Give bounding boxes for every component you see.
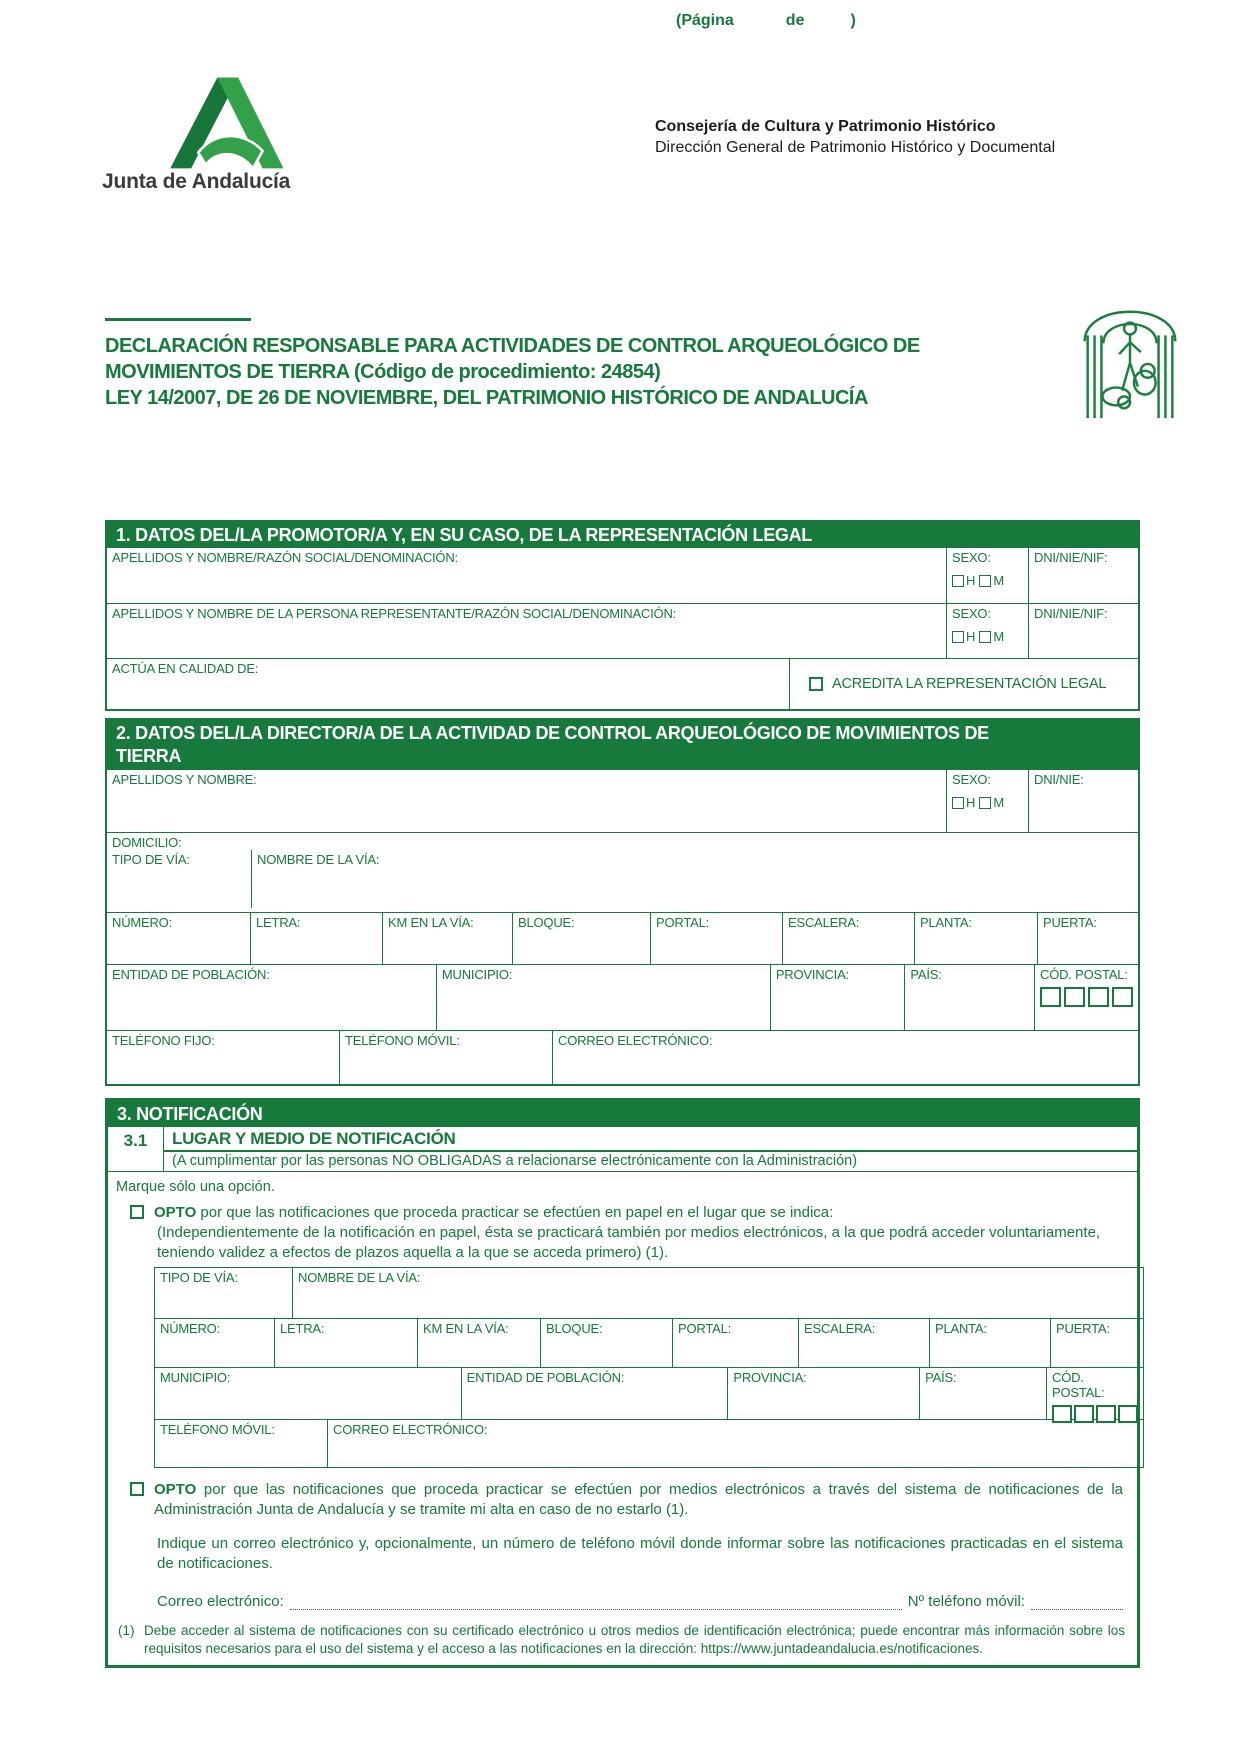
domicilio-header	[107, 833, 1138, 850]
field-municipio-notif[interactable]	[155, 1368, 461, 1419]
field-pais-director[interactable]	[904, 965, 1034, 1030]
field-telefono-movil-director[interactable]	[339, 1031, 552, 1084]
municipio-label: MUNICIPIO:	[160, 1370, 231, 1385]
subsection-number: 3.1	[108, 1127, 164, 1171]
postal-digit-box[interactable]	[1112, 987, 1133, 1007]
option-papel-text	[154, 1203, 1127, 1223]
andalucia-emblem-icon	[1080, 296, 1180, 424]
puerta-label: PUERTA:	[1056, 1321, 1110, 1336]
marque-instruction: Marque sólo una opción.	[116, 1179, 275, 1195]
opto-bold: OPTO	[154, 1481, 197, 1498]
section-2-header	[107, 720, 1138, 770]
phone-input-line[interactable]	[1031, 1590, 1123, 1610]
escalera-label: ESCALERA:	[804, 1321, 876, 1336]
sexo-label: SEXO:	[952, 550, 991, 565]
email-input-line[interactable]	[290, 1590, 902, 1610]
postal-digit-box[interactable]	[1040, 987, 1061, 1007]
option-electronica-text	[154, 1480, 1123, 1520]
field-dni-representante[interactable]	[1028, 604, 1138, 658]
apellidos-representante-label: APELLIDOS Y NOMBRE DE LA PERSONA REPRESENTANTE/RAZÓN SOCIAL/DENOMINACIÓN:	[112, 606, 677, 621]
acredita-label: ACREDITA LA REPRESENTACIÓN LEGAL	[832, 676, 1107, 692]
telefono-movil-label: TELÉFONO MÓVIL:	[345, 1033, 460, 1048]
section-2	[105, 718, 1140, 1086]
footnote	[118, 1622, 1125, 1658]
field-entidad-notif[interactable]	[461, 1368, 728, 1419]
field-provincia-director[interactable]	[770, 965, 905, 1030]
planta-label: PLANTA:	[935, 1321, 987, 1336]
sexo-h-label: H	[966, 795, 976, 810]
nombre-via-label: NOMBRE DE LA VÍA:	[257, 852, 380, 867]
section-2-title: 2. DATOS DEL/LA DIRECTOR/A DE LA ACTIVIDAD DE CONTROL ARQUEOLÓGICO DE MOVIMIENTOS DE TIERRA	[116, 723, 989, 766]
option-papel-rest: por que las notificaciones que proceda practicar se efectúen en papel en el lugar que se indica:	[196, 1204, 834, 1221]
section-3	[105, 1098, 1140, 1668]
option-papel	[130, 1203, 1127, 1223]
indique-instruction: Indique un correo electrónico y, opcionalmente, un número de teléfono móvil donde informar sobre las notificaciones practicadas en el sistema de notificaciones.	[157, 1535, 1123, 1572]
field-cod-postal-notif	[1046, 1368, 1143, 1419]
title-rule	[105, 318, 251, 321]
field-municipio-director[interactable]	[436, 965, 770, 1030]
section-1-header: 1. DATOS DEL/LA PROMOTOR/A Y, EN SU CASO, DE LA REPRESENTACIÓN LEGAL	[107, 522, 1138, 548]
field-puerta-director[interactable]	[1037, 913, 1138, 964]
page-number-line	[676, 12, 856, 30]
field-apellidos-director[interactable]	[107, 770, 946, 832]
field-dni-director[interactable]	[1028, 770, 1138, 832]
field-bloque-director[interactable]	[512, 913, 650, 964]
sexo-m-label: M	[993, 629, 1005, 644]
section-3-header: 3. NOTIFICACIÓN	[108, 1101, 1137, 1127]
field-escalera-director[interactable]	[782, 913, 914, 964]
field-telefono-fijo-director[interactable]	[107, 1031, 339, 1084]
notification-address-table	[154, 1267, 1144, 1468]
field-apellidos-representante[interactable]	[107, 604, 946, 658]
field-nombre-via-notif[interactable]	[292, 1268, 1143, 1318]
portal-label: PORTAL:	[656, 915, 710, 930]
checkbox-sexo-h-director[interactable]	[952, 797, 964, 809]
field-escalera-notif[interactable]	[798, 1319, 929, 1367]
footnote-marker: (1)	[118, 1623, 135, 1638]
nombre-via-label: NOMBRE DE LA VÍA:	[298, 1270, 421, 1285]
de-label: de	[785, 12, 805, 29]
km-label: KM EN LA VÍA:	[423, 1321, 509, 1336]
opto-bold: OPTO	[154, 1204, 197, 1221]
sexo-m-label: M	[993, 795, 1005, 810]
paren-label: )	[850, 12, 856, 29]
bloque-label: BLOQUE:	[546, 1321, 603, 1336]
dni-director-label: DNI/NIE:	[1034, 772, 1084, 787]
entidad-label: ENTIDAD DE POBLACIÓN:	[466, 1370, 625, 1385]
planta-label: PLANTA:	[920, 915, 972, 930]
tipo-via-label: TIPO DE VÍA:	[112, 852, 190, 867]
field-cod-postal-director	[1034, 965, 1138, 1030]
numero-label: NÚMERO:	[112, 915, 172, 930]
subsection-note: (A cumplimentar por las personas NO OBLIGADAS a relacionarse electrónicamente con la Administración)	[172, 1153, 858, 1169]
field-sexo-representante	[946, 604, 1028, 658]
cod-postal-label: CÓD. POSTAL:	[1052, 1370, 1105, 1400]
sexo-h-label: H	[966, 573, 976, 588]
actua-label: ACTÚA EN CALIDAD DE:	[112, 661, 259, 676]
field-letra-notif[interactable]	[274, 1319, 417, 1367]
pais-label: PAÍS:	[925, 1370, 957, 1385]
field-portal-director[interactable]	[650, 913, 782, 964]
sexo-h-label: H	[966, 629, 976, 644]
field-tipo-via-notif[interactable]	[155, 1268, 292, 1318]
sexo-m-label: M	[993, 573, 1005, 588]
pagina-label: (Página	[676, 12, 734, 29]
letra-label: LETRA:	[280, 1321, 325, 1336]
field-apellidos-promotor[interactable]	[107, 548, 946, 603]
field-km-director[interactable]	[382, 913, 512, 964]
postal-digit-box[interactable]	[1064, 987, 1085, 1007]
option-electronica-rest: por que las notificaciones que proceda practicar se efectúen por medios electrónicos a través del sistema de notificaciones de la Administración Junta de Andalucía y se tramite mi alta en caso de no estarlo (1).	[154, 1481, 1123, 1518]
domicilio-label: DOMICILIO:	[112, 835, 182, 850]
page-total-field[interactable]	[804, 12, 850, 30]
document-title	[105, 333, 1005, 411]
subsection-3-1-header	[108, 1127, 1137, 1172]
numero-label: NÚMERO:	[160, 1321, 220, 1336]
sexo-label: SEXO:	[952, 606, 991, 621]
checkbox-opto-electronica[interactable]	[130, 1482, 144, 1496]
subsection-title: LUGAR Y MEDIO DE NOTIFICACIÓN	[164, 1127, 1137, 1152]
footnote-text: Debe acceder al sistema de notificaciones con su certificado electrónico u otros medios de identificación electrónica; puede encontrar más información sobre los requisitos necesarios para el uso del sistema y el acceso a las notificaciones en la dirección: https://www.juntadeandalucia.es/notificaciones.	[144, 1623, 1125, 1656]
checkbox-sexo-m-promotor[interactable]	[979, 575, 991, 587]
option-papel-note: (Independientemente de la notificación en papel, ésta se practicará también por medios electrónicos, a la que podrá acceder voluntariamente, teniendo validez a efectos de plazos aquella a la que se acceda primero) (1).	[157, 1224, 1101, 1261]
consejeria-label: Consejería de Cultura y Patrimonio Histórico	[655, 118, 996, 135]
field-acredita	[789, 659, 1138, 709]
field-letra-director[interactable]	[250, 913, 382, 964]
field-sexo-director	[946, 770, 1028, 832]
escalera-label: ESCALERA:	[788, 915, 860, 930]
letra-label: LETRA:	[256, 915, 301, 930]
entidad-label: ENTIDAD DE POBLACIÓN:	[112, 967, 270, 982]
portal-label: PORTAL:	[678, 1321, 732, 1336]
field-nombre-via-director[interactable]	[251, 850, 1138, 908]
field-correo-director[interactable]	[552, 1031, 1138, 1084]
field-dni-promotor[interactable]	[1028, 548, 1138, 603]
email-phone-line	[157, 1590, 1123, 1610]
field-tipo-via-director[interactable]	[107, 850, 251, 908]
field-numero-director[interactable]	[107, 913, 250, 964]
km-label: KM EN LA VÍA:	[388, 915, 474, 930]
field-numero-notif[interactable]	[155, 1319, 274, 1367]
field-telefono-movil-notif[interactable]	[155, 1420, 327, 1467]
document-title-line1: DECLARACIÓN RESPONSABLE PARA ACTIVIDADES DE CONTROL ARQUEOLÓGICO DE MOVIMIENTOS DE TIERRA (Código de procedimiento: 24854)	[105, 335, 920, 383]
dni-promotor-label: DNI/NIE/NIF:	[1034, 550, 1108, 565]
apellidos-promotor-label: APELLIDOS Y NOMBRE/RAZÓN SOCIAL/DENOMINACIÓN:	[112, 550, 458, 565]
field-puerta-notif[interactable]	[1050, 1319, 1143, 1367]
sexo-label: SEXO:	[952, 772, 991, 787]
telefono-fijo-label: TELÉFONO FIJO:	[112, 1033, 215, 1048]
apellidos-director-label: APELLIDOS Y NOMBRE:	[112, 772, 257, 787]
checkbox-sexo-h-representante[interactable]	[952, 631, 964, 643]
document-title-line2: LEY 14/2007, DE 26 DE NOVIEMBRE, DEL PATRIMONIO HISTÓRICO DE ANDALUCÍA	[105, 387, 868, 409]
postal-digit-box[interactable]	[1088, 987, 1109, 1007]
field-correo-notif[interactable]	[327, 1420, 1143, 1467]
field-pais-notif[interactable]	[919, 1368, 1046, 1419]
provincia-label: PROVINCIA:	[775, 967, 849, 982]
field-km-notif[interactable]	[417, 1319, 540, 1367]
field-planta-notif[interactable]	[929, 1319, 1050, 1367]
provincia-label: PROVINCIA:	[733, 1370, 807, 1385]
pais-label: PAÍS:	[910, 967, 942, 982]
checkbox-opto-papel[interactable]	[130, 1205, 144, 1219]
telefono-movil-label: TELÉFONO MÓVIL:	[160, 1422, 275, 1437]
section-1	[105, 520, 1140, 711]
cod-postal-label: CÓD. POSTAL:	[1040, 967, 1128, 982]
correo-label: CORREO ELECTRÓNICO:	[333, 1422, 488, 1437]
correo-electronico-label: Correo electrónico:	[157, 1593, 284, 1610]
puerta-label: PUERTA:	[1043, 915, 1097, 930]
checkbox-sexo-m-director[interactable]	[979, 797, 991, 809]
telefono-movil-input-label: Nº teléfono móvil:	[907, 1593, 1025, 1610]
field-portal-notif[interactable]	[672, 1319, 798, 1367]
checkbox-sexo-h-promotor[interactable]	[952, 575, 964, 587]
field-planta-director[interactable]	[914, 913, 1037, 964]
field-actua-en-calidad[interactable]	[107, 659, 789, 709]
field-sexo-promotor	[946, 548, 1028, 603]
direccion-label: Dirección General de Patrimonio Histórico y Documental	[655, 139, 1056, 156]
field-entidad-director[interactable]	[107, 965, 436, 1030]
option-electronica	[130, 1480, 1127, 1520]
org-block	[655, 116, 1055, 158]
tipo-via-label: TIPO DE VÍA:	[160, 1270, 238, 1285]
checkbox-acredita[interactable]	[809, 677, 823, 691]
checkbox-sexo-m-representante[interactable]	[979, 631, 991, 643]
field-provincia-notif[interactable]	[727, 1368, 919, 1419]
municipio-label: MUNICIPIO:	[441, 967, 513, 982]
logo-caption: Junta de Andalucía	[102, 170, 291, 193]
page-number-field[interactable]	[734, 12, 786, 30]
junta-logo-icon	[165, 76, 287, 170]
correo-label: CORREO ELECTRÓNICO:	[558, 1033, 713, 1048]
dni-representante-label: DNI/NIE/NIF:	[1034, 606, 1108, 621]
bloque-label: BLOQUE:	[518, 915, 575, 930]
field-bloque-notif[interactable]	[540, 1319, 672, 1367]
